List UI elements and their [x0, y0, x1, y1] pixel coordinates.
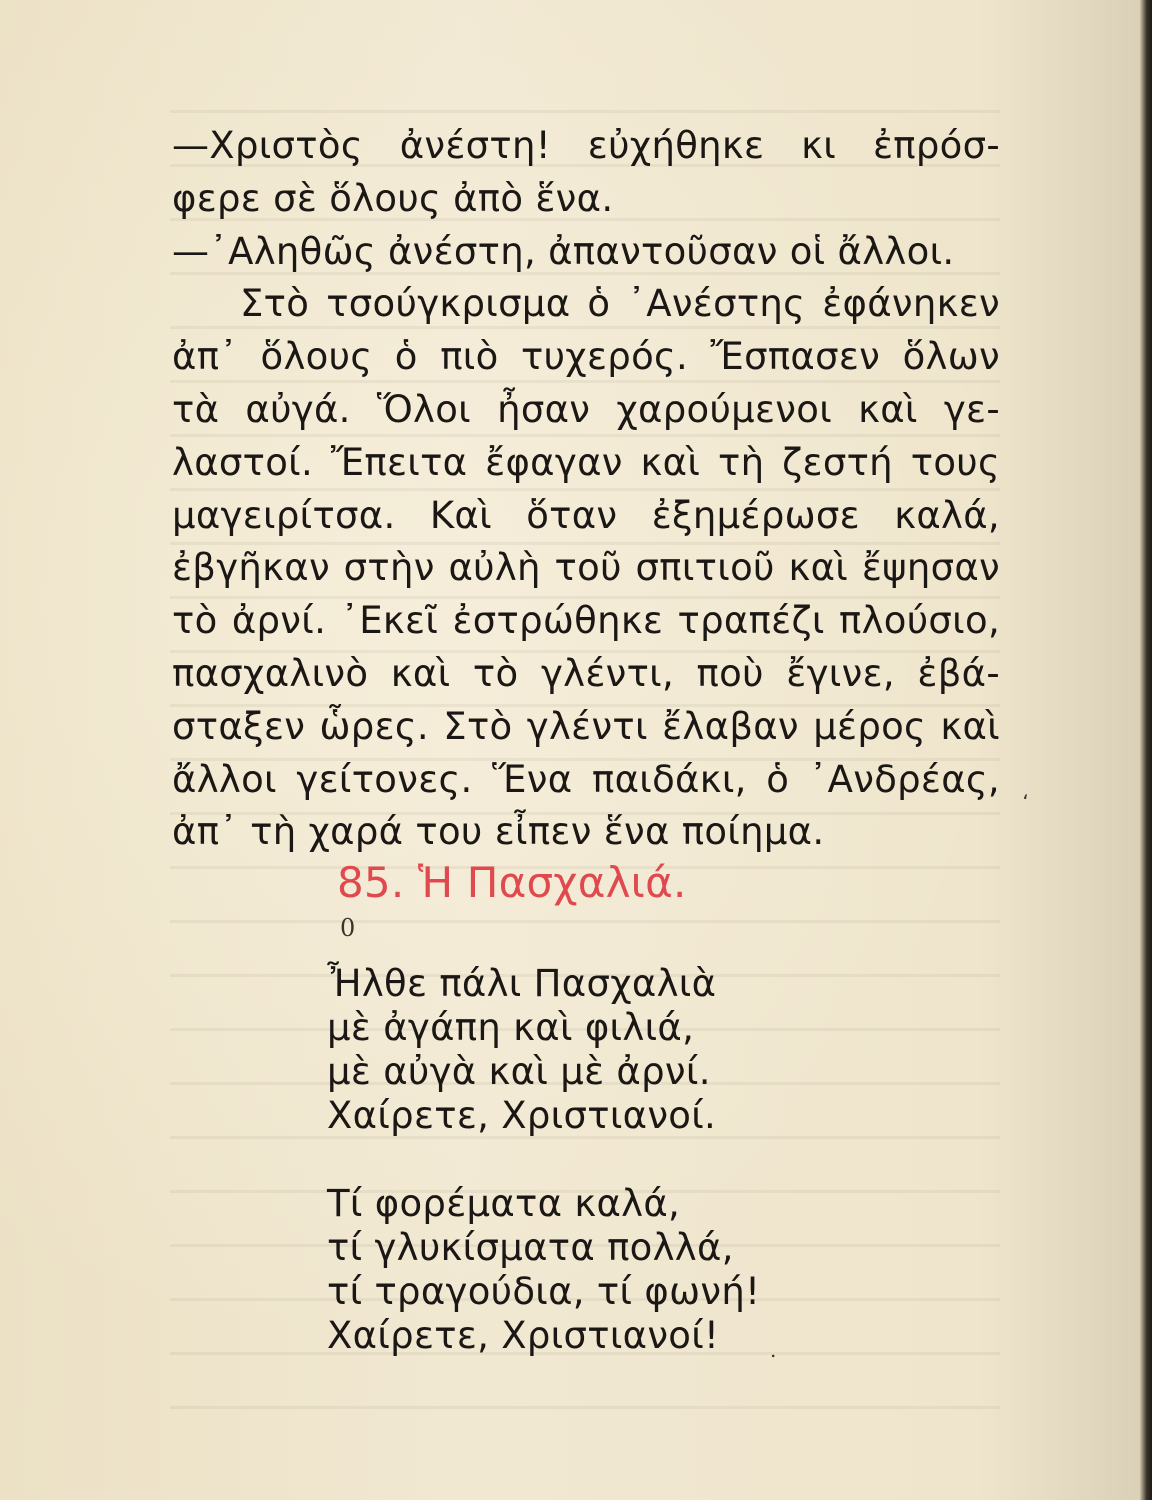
prose-line: Στὸ τσούγκρισμα ὁ ᾿Ανέστης ἐφάνηκεν	[240, 282, 1000, 326]
poem-line: μὲ αὐγὰ καὶ μὲ ἀρνί.	[327, 1050, 711, 1093]
poem-heading: 85. Ἡ Πασχαλιά.	[337, 858, 687, 907]
poem-line: Χαίρετε, Χριστιανοί.	[327, 1094, 717, 1137]
prose-line: —Χριστὸς ἀνέστη! εὐχήθηκε κι ἐπρόσ-	[172, 124, 1000, 167]
page-spine-edge	[1140, 0, 1152, 1500]
stray-mark: ،	[1022, 780, 1029, 804]
poem-line: Ἦλθε πάλι Πασχαλιὰ	[327, 962, 717, 1005]
poem-stanza	[327, 962, 760, 1138]
prose-line: τὰ αὐγά. Ὅλοι ἦσαν χαρούμενοι καὶ γε-	[172, 387, 1000, 431]
poem	[327, 962, 760, 1402]
prose-line: τὸ ἀρνί. ᾿Εκεῖ ἐστρώθηκε τραπέζι πλούσιο,	[172, 599, 1000, 643]
prose-line: πασχαλινὸ καὶ τὸ γλέντι, ποὺ ἔγινε, ἐβά-	[172, 651, 1000, 695]
prose-line: ἀπ᾿ ὅλους ὁ πιὸ τυχερός. Ἔσπασεν ὅλων	[172, 335, 1000, 379]
prose-paragraphs	[172, 120, 1000, 859]
poem-line: μὲ ἀγάπη καὶ φιλιά,	[327, 1006, 695, 1049]
poem-line: Χαίρετε, Χριστιανοί!	[327, 1314, 720, 1357]
poem-stanza	[327, 1182, 760, 1358]
poem-line: τί γλυκίσματα πολλά,	[327, 1226, 734, 1269]
stray-mark: 0	[340, 914, 356, 942]
prose-line: ἄλλοι γείτονες. Ἕνα παιδάκι, ὁ ᾿Ανδρέας,	[172, 757, 1000, 801]
prose-line: λαστοί. Ἔπειτα ἔφαγαν καὶ τὴ ζεστή τους	[172, 440, 1000, 484]
prose-line: ἀπ᾿ τὴ χαρά του εἶπεν ἕνα ποίημα.	[172, 810, 825, 854]
poem-line: Τί φορέματα καλά,	[327, 1182, 681, 1225]
prose-line: —᾿Αληθῶς ἀνέστη, ἀπαντοῦσαν οἱ ἄλλοι.	[172, 229, 955, 273]
stray-mark: .	[770, 1338, 777, 1362]
poem-line: τί τραγούδια, τί φωνή!	[327, 1270, 761, 1313]
prose-line: ἐβγῆκαν στὴν αὐλὴ τοῦ σπιτιοῦ καὶ ἔψησαν	[172, 546, 1000, 590]
prose-line: σταξεν ὧρες. Στὸ γλέντι ἔλαβαν μέρος καὶ	[172, 704, 1000, 748]
prose-line: φερε σὲ ὅλους ἀπὸ ἕνα.	[172, 176, 614, 220]
prose-line: μαγειρίτσα. Καὶ ὅταν ἐξημέρωσε καλά,	[172, 493, 1000, 537]
